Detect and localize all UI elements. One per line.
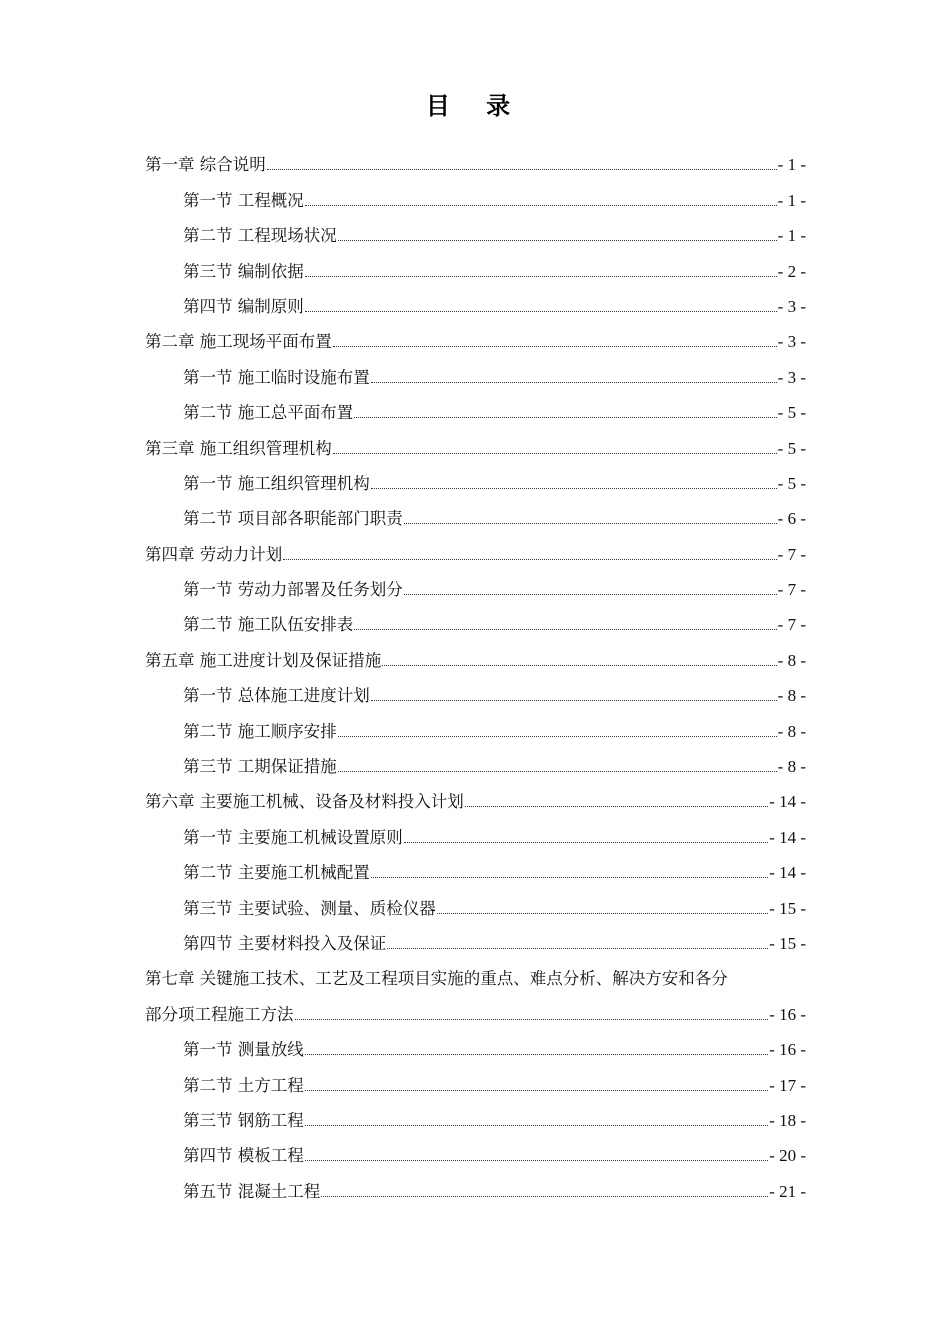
toc-section-entry[interactable] — [145, 494, 806, 529]
toc-section-entry[interactable] — [145, 175, 806, 210]
toc-page-number: - 14 - — [769, 827, 806, 847]
toc-page-number: - 15 - — [769, 898, 806, 918]
toc-page-number: - 5 - — [777, 403, 806, 423]
toc-entry-text: 第一节 测量放线 — [183, 1040, 304, 1060]
toc-entry-text: 第一节 主要施工机械设置原则 — [183, 827, 403, 847]
dot-leader — [404, 841, 768, 843]
dot-leader — [371, 487, 777, 489]
dot-leader — [354, 628, 776, 630]
toc-section-entry[interactable] — [145, 1096, 806, 1131]
toc-chapter-entry[interactable] — [145, 529, 806, 564]
dot-leader — [371, 699, 777, 701]
dot-leader — [333, 345, 777, 347]
toc-entry-text: 第一节 劳动力部署及任务划分 — [183, 580, 403, 600]
toc-page-number: - 3 - — [777, 296, 806, 316]
toc-section-entry[interactable] — [145, 848, 806, 883]
toc-chapter-entry[interactable] — [145, 954, 806, 989]
toc-entry-text: 第六章 主要施工机械、设备及材料投入计划 — [145, 792, 464, 812]
toc-page-number: - 5 - — [777, 438, 806, 458]
toc-page-number: - 1 - — [777, 226, 806, 246]
toc-page-number: - 20 - — [769, 1146, 806, 1166]
toc-section-entry[interactable] — [145, 282, 806, 317]
toc-page-number: - 2 - — [777, 261, 806, 281]
toc-chapter-entry[interactable] — [145, 777, 806, 812]
dot-leader — [305, 1053, 768, 1055]
toc-page-number: - 1 - — [777, 155, 806, 175]
toc-page-number: - 8 - — [777, 650, 806, 670]
toc-title: 目 录 — [425, 91, 525, 120]
toc-section-entry[interactable] — [145, 211, 806, 246]
dot-leader — [305, 275, 777, 277]
dot-leader — [338, 239, 777, 241]
toc-section-entry[interactable] — [145, 742, 806, 777]
toc-page-number: - 7 - — [777, 544, 806, 564]
dot-leader — [338, 770, 777, 772]
toc-entry-text: 部分项工程施工方法 — [145, 1004, 294, 1024]
dot-leader — [465, 805, 768, 807]
dot-leader — [305, 1124, 768, 1126]
toc-section-entry[interactable] — [145, 565, 806, 600]
toc-entry-text: 第二节 施工顺序安排 — [183, 721, 337, 741]
toc-section-entry[interactable] — [145, 352, 806, 387]
toc-entry-text: 第二节 施工总平面布置 — [183, 403, 354, 423]
toc-page-number: - 1 - — [777, 190, 806, 210]
dot-leader — [354, 416, 776, 418]
dot-leader — [387, 947, 768, 949]
toc-section-entry[interactable] — [145, 671, 806, 706]
dot-leader — [382, 664, 776, 666]
dot-leader — [267, 168, 777, 170]
toc-section-entry[interactable] — [145, 1060, 806, 1095]
toc-section-entry[interactable] — [145, 459, 806, 494]
toc-section-entry[interactable] — [145, 706, 806, 741]
toc-section-entry[interactable] — [145, 388, 806, 423]
toc-page-number: - 16 - — [769, 1004, 806, 1024]
toc-entry-text: 第二节 土方工程 — [183, 1075, 304, 1095]
toc-section-entry[interactable] — [145, 1131, 806, 1166]
toc-page-number: - 8 - — [777, 686, 806, 706]
toc-chapter-entry[interactable] — [145, 635, 806, 670]
toc-entry-text: 第七章 关键施工技术、工艺及工程项目实施的重点、难点分析、解决方安和各分 — [145, 969, 728, 989]
dot-leader — [333, 452, 777, 454]
toc-page-number: - 8 - — [777, 757, 806, 777]
toc-section-entry[interactable] — [145, 919, 806, 954]
toc-page-number: - 7 - — [777, 580, 806, 600]
toc-section-entry[interactable] — [145, 883, 806, 918]
toc-page-number: - 14 - — [769, 792, 806, 812]
toc-section-entry[interactable] — [145, 1025, 806, 1060]
toc-entry-text: 第一章 综合说明 — [145, 155, 266, 175]
dot-leader — [305, 1159, 768, 1161]
toc-page-number: - 17 - — [769, 1075, 806, 1095]
toc-page-number: - 6 - — [777, 509, 806, 529]
toc-entry-text: 第二节 主要施工机械配置 — [183, 863, 370, 883]
toc-entry-text: 第一节 工程概况 — [183, 190, 304, 210]
toc-entry-text: 第五节 混凝土工程 — [183, 1181, 321, 1201]
table-of-contents — [145, 140, 806, 1202]
toc-entry-text: 第四节 模板工程 — [183, 1146, 304, 1166]
toc-page-number: - 3 - — [777, 367, 806, 387]
toc-entry-text: 第三节 主要试验、测量、质检仪器 — [183, 898, 436, 918]
dot-leader — [283, 558, 776, 560]
toc-chapter-entry[interactable] — [145, 989, 806, 1024]
toc-page-number: - 3 - — [777, 332, 806, 352]
toc-chapter-entry[interactable] — [145, 140, 806, 175]
dot-leader — [295, 1018, 769, 1020]
toc-section-entry[interactable] — [145, 600, 806, 635]
toc-entry-text: 第三节 工期保证措施 — [183, 757, 337, 777]
dot-leader — [371, 381, 777, 383]
toc-entry-text: 第四章 劳动力计划 — [145, 544, 283, 564]
toc-entry-text: 第三节 编制依据 — [183, 261, 304, 281]
toc-entry-text: 第三节 钢筋工程 — [183, 1110, 304, 1130]
toc-entry-text: 第一节 施工组织管理机构 — [183, 473, 370, 493]
dot-leader — [371, 876, 768, 878]
toc-entry-text: 第三章 施工组织管理机构 — [145, 438, 332, 458]
dot-leader — [305, 310, 777, 312]
toc-entry-text: 第一节 施工临时设施布置 — [183, 367, 370, 387]
toc-entry-text: 第二节 施工队伍安排表 — [183, 615, 354, 635]
toc-entry-text: 第二节 项目部各职能部门职责 — [183, 509, 403, 529]
toc-entry-text: 第五章 施工进度计划及保证措施 — [145, 650, 382, 670]
toc-page-number: - 14 - — [769, 863, 806, 883]
toc-page-number: - 21 - — [769, 1181, 806, 1201]
toc-section-entry[interactable] — [145, 246, 806, 281]
toc-entry-text: 第四节 编制原则 — [183, 296, 304, 316]
toc-page-number: - 15 - — [769, 933, 806, 953]
dot-leader — [404, 522, 777, 524]
dot-leader — [321, 1195, 768, 1197]
toc-entry-text: 第一节 总体施工进度计划 — [183, 686, 370, 706]
toc-page-number: - 5 - — [777, 473, 806, 493]
toc-page-number: - 16 - — [769, 1040, 806, 1060]
toc-entry-text: 第二节 工程现场状况 — [183, 226, 337, 246]
dot-leader — [305, 1089, 768, 1091]
toc-entry-text: 第四节 主要材料投入及保证 — [183, 933, 387, 953]
toc-page-number: - 18 - — [769, 1110, 806, 1130]
toc-chapter-entry[interactable] — [145, 423, 806, 458]
toc-chapter-entry[interactable] — [145, 317, 806, 352]
dot-leader — [305, 204, 777, 206]
dot-leader — [437, 912, 768, 914]
toc-page-number: - 7 - — [777, 615, 806, 635]
toc-section-entry[interactable] — [145, 1166, 806, 1201]
toc-entry-text: 第二章 施工现场平面布置 — [145, 332, 332, 352]
toc-page-number: - 8 - — [777, 721, 806, 741]
dot-leader — [338, 735, 777, 737]
dot-leader — [404, 593, 777, 595]
toc-section-entry[interactable] — [145, 812, 806, 847]
